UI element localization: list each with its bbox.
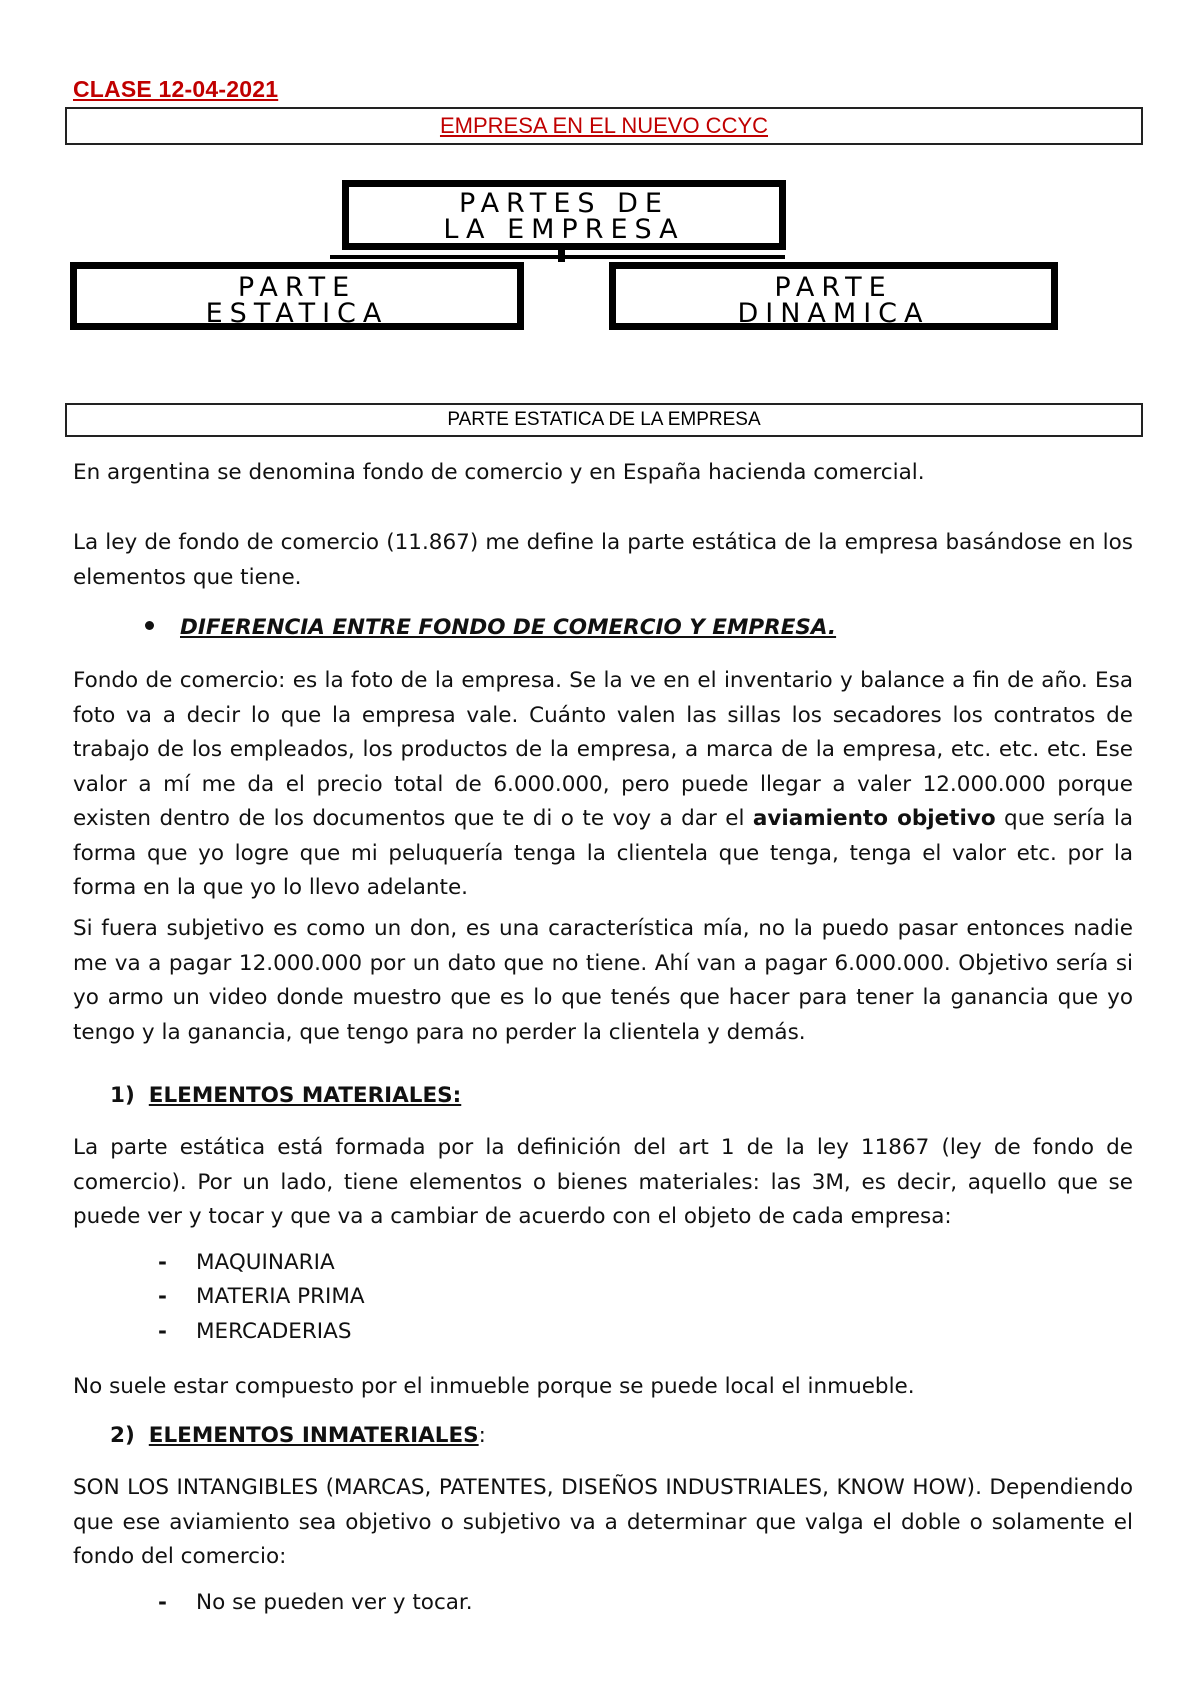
heading-materiales [110,1083,461,1108]
org-chart [0,0,1200,340]
paragraph-6: No suele estar compuesto por el inmueble porque se puede local el inmueble. [73,1374,915,1399]
list-item-text: MATERIA PRIMA [196,1284,365,1309]
list-item [158,1250,335,1275]
heading-2-colon: : [478,1423,486,1448]
list-item [158,1284,365,1309]
org-dynamic-line1: PARTE [774,272,893,303]
org-static-line1: PARTE [237,272,357,303]
paragraph-4: Si fuera subjetivo es como un don, es una característica mía, no la puedo pasar entonces nadie me va a pagar 12.000.000 por un dato que no tiene. Ahí van a pagar 6.000.000. Objetivo sería si yo armo un video donde muestro que es lo que tenés que hacer para tener la ganancia que yo tengo y la ganancia, que tengo para no perder la clientela y demás. [73,916,1133,1045]
heading-1-number: 1) [110,1083,135,1108]
list-item [158,1319,352,1344]
paragraph-3 [73,664,1133,906]
paragraph-3-bold: aviamiento objetivo [752,806,996,831]
paragraph-7: SON LOS INTANGIBLES (MARCAS, PATENTES, DISEÑOS INDUSTRIALES, KNOW HOW). Dependiendo que ese aviamiento sea objetivo o subjetivo va a determinar que valga el doble o solamente el fondo del comercio: [73,1475,1133,1569]
heading-1-text: ELEMENTOS MATERIALES: [148,1083,462,1108]
paragraph-5: La parte estática está formada por la definición del art 1 de la ley 11867 (ley de fondo de comercio). Por un lado, tiene elementos o bienes materiales: las 3M, es decir, aquello que se puede ver y tocar y que va a cambiar de acuerdo con el objeto de cada empresa: [73,1135,1133,1229]
org-static-line2: ESTATICA [205,298,389,329]
section-title: PARTE ESTATICA DE LA EMPRESA [65,403,1143,437]
heading-2-number: 2) [110,1423,135,1448]
connector-horizontal [330,255,785,259]
document-title: EMPRESA EN EL NUEVO CCYC [65,107,1143,145]
dash-marker: - [158,1284,167,1309]
heading-inmateriales [110,1423,486,1448]
org-dynamic-line2: DINAMICA [737,298,930,329]
paragraph-3-part-a: Fondo de comercio: es la foto de la empresa. Se la ve en el inventario y balance a fin de año. Esa foto va a decir lo que la empresa vale. Cuánto valen las sillas los secadores los contratos de trabajo de los empleados, los productos de la empresa, a marca de la empresa, etc. etc. etc. Ese valor a mí me da el precio total de 6.000.000, pero puede llegar a valer 12.000.000 porque existen dentro de los documentos que te di o te voy a dar el [73,668,1133,831]
list-item-text: No se pueden ver y tocar. [196,1590,473,1615]
bullet-heading: DIFERENCIA ENTRE FONDO DE COMERCIO Y EMPRESA. [180,615,837,640]
list-item [158,1590,473,1615]
org-root-line1: PARTES DE [459,188,669,219]
paragraph-2: La ley de fondo de comercio (11.867) me define la parte estática de la empresa basándose en los elementos que tiene. [73,530,1133,590]
org-box-static [70,262,524,330]
org-root-line2: LA EMPRESA [443,214,685,245]
org-box-root [342,180,786,250]
bullet-dot-icon [145,621,154,630]
list-item-text: MERCADERIAS [196,1319,352,1344]
bullet-item [145,615,836,640]
class-date-heading: CLASE 12-04-2021 [73,76,279,102]
dash-marker: - [158,1250,167,1275]
org-box-dynamic [609,262,1058,330]
heading-2-text: ELEMENTOS INMATERIALES [148,1423,479,1448]
list-item-text: MAQUINARIA [196,1250,335,1275]
dash-marker: - [158,1590,167,1615]
dash-marker: - [158,1319,167,1344]
paragraph-3-part-b: que sería la forma que yo logre que mi peluquería tenga la clientela que tenga, tenga el valor etc. por la forma en la que yo lo llevo adelante. [73,806,1134,900]
paragraph-1: En argentina se denomina fondo de comercio y en España hacienda comercial. [73,460,925,485]
